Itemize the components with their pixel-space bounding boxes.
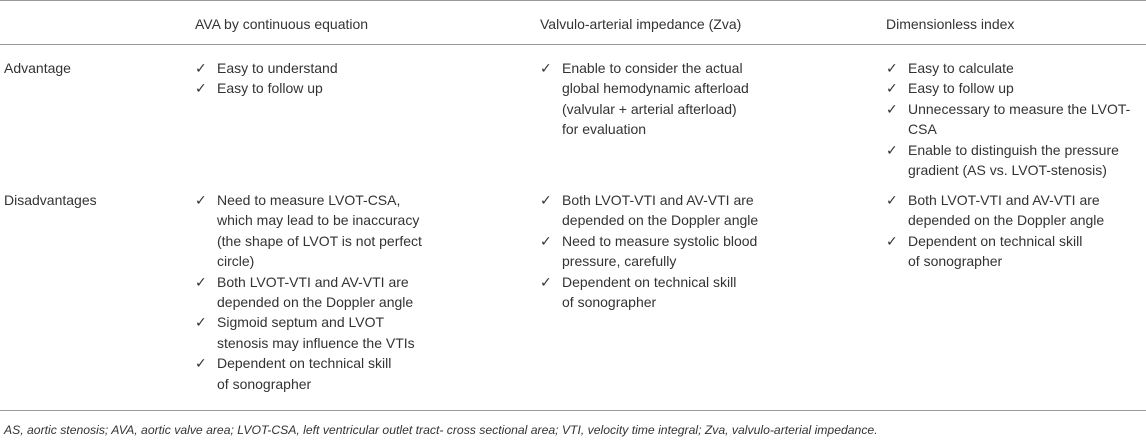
bullet-text-line: Unnecessary to measure the LVOT- bbox=[908, 100, 1131, 117]
bullet-item bbox=[886, 78, 1130, 98]
column-header-dimensionless-index: Dimensionless index bbox=[886, 16, 1015, 32]
bullet-text-line: gradient (AS vs. LVOT-stenosis) bbox=[908, 162, 1107, 179]
bullet-text-line: of sonographer bbox=[562, 294, 657, 311]
bullet-item bbox=[195, 312, 422, 353]
checkmark-icon: ✓ bbox=[886, 192, 898, 208]
bullet-text-line: for evaluation bbox=[562, 121, 647, 138]
checkmark-icon: ✓ bbox=[540, 273, 552, 290]
bullet-text-line: which may lead to be inaccuracy bbox=[217, 212, 420, 229]
bullet-text-line: CSA bbox=[908, 121, 937, 138]
checkmark-icon: ✓ bbox=[195, 192, 207, 208]
checkmark-icon: ✓ bbox=[540, 60, 552, 76]
bullet-item bbox=[540, 190, 758, 231]
checkmark-icon: ✓ bbox=[886, 100, 898, 117]
header-rule bbox=[0, 44, 1146, 45]
bullet-item bbox=[195, 78, 338, 98]
bullet-text-line: depended on the Doppler angle bbox=[562, 212, 759, 229]
checkmark-icon: ✓ bbox=[195, 273, 207, 290]
column-header-ava: AVA by continuous equation bbox=[195, 16, 369, 32]
checkmark-icon: ✓ bbox=[195, 60, 207, 76]
bullet-text-line: (the shape of LVOT is not perfect bbox=[217, 232, 422, 249]
bullet-text-line: (valvular + arterial afterload) bbox=[562, 100, 737, 117]
bullet-item bbox=[195, 58, 338, 78]
checkmark-icon: ✓ bbox=[886, 80, 898, 97]
checkmark-icon: ✓ bbox=[540, 232, 552, 249]
bullet-item bbox=[540, 272, 758, 313]
bullet-item bbox=[540, 58, 749, 140]
bullet-item bbox=[886, 190, 1104, 231]
column-header-zva: Valvulo-arterial impedance (Zva) bbox=[540, 16, 742, 32]
checkmark-icon: ✓ bbox=[540, 192, 552, 208]
bullet-text-line: Easy to understand bbox=[217, 60, 338, 76]
row-label-advantage: Advantage bbox=[4, 60, 71, 76]
bullet-text-line: pressure, carefully bbox=[562, 253, 677, 270]
bullet-text-line: Dependent on technical skill bbox=[908, 232, 1083, 249]
bullet-text-line: Both LVOT-VTI and AV-VTI are bbox=[908, 192, 1100, 208]
bullet-text-line: of sonographer bbox=[908, 253, 1003, 270]
bullet-text-line: Easy to follow up bbox=[217, 80, 323, 97]
checkmark-icon: ✓ bbox=[886, 141, 898, 158]
checkmark-icon: ✓ bbox=[195, 314, 207, 331]
checkmark-icon: ✓ bbox=[195, 80, 207, 97]
bullet-text-line: global hemodynamic afterload bbox=[562, 80, 749, 97]
bullet-text-line: circle) bbox=[217, 253, 255, 270]
cell-advantage-zva bbox=[540, 58, 749, 140]
checkmark-icon: ✓ bbox=[886, 232, 898, 249]
bullet-item bbox=[886, 231, 1104, 272]
bullet-text-line: Both LVOT-VTI and AV-VTI are bbox=[217, 273, 409, 290]
bullet-text-line: Both LVOT-VTI and AV-VTI are bbox=[562, 192, 754, 208]
bullet-text-line: depended on the Doppler angle bbox=[908, 212, 1105, 229]
bullet-item bbox=[195, 353, 422, 394]
bullet-text-line: Sigmoid septum and LVOT bbox=[217, 314, 385, 331]
table-top-rule bbox=[0, 0, 1146, 1]
checkmark-icon: ✓ bbox=[886, 60, 898, 76]
table-bottom-rule bbox=[0, 410, 1146, 411]
table-footnote: AS, aortic stenosis; AVA, aortic valve area; LVOT-CSA, left ventricular outlet tract- cross sectional area; VTI, velocity time integral; Zva, valvulo-arterial impedance. bbox=[4, 423, 878, 437]
bullet-item bbox=[886, 140, 1130, 181]
bullet-text-line: Easy to follow up bbox=[908, 80, 1014, 97]
row-label-disadvantages: Disadvantages bbox=[4, 192, 97, 208]
bullet-text-line: Need to measure systolic blood bbox=[562, 232, 758, 249]
bullet-item bbox=[886, 99, 1130, 140]
bullet-text-line: Need to measure LVOT-CSA, bbox=[217, 192, 401, 208]
bullet-item bbox=[886, 58, 1130, 78]
bullet-item bbox=[195, 190, 422, 272]
cell-disadvantages-dimensionless bbox=[886, 190, 1104, 272]
cell-advantage-ava bbox=[195, 58, 338, 99]
bullet-item bbox=[540, 231, 758, 272]
bullet-text-line: Enable to distinguish the pressure bbox=[908, 141, 1119, 158]
bullet-text-line: Dependent on technical skill bbox=[562, 273, 737, 290]
cell-disadvantages-ava bbox=[195, 190, 422, 394]
cell-advantage-dimensionless bbox=[886, 58, 1130, 180]
bullet-text-line: Dependent on technical skill bbox=[217, 355, 392, 372]
checkmark-icon: ✓ bbox=[195, 355, 207, 372]
bullet-text-line: Enable to consider the actual bbox=[562, 60, 743, 76]
bullet-text-line: stenosis may influence the VTIs bbox=[217, 334, 415, 351]
cell-disadvantages-zva bbox=[540, 190, 758, 312]
bullet-text-line: depended on the Doppler angle bbox=[217, 294, 414, 311]
bullet-text-line: of sonographer bbox=[217, 375, 312, 392]
bullet-text-line: Easy to calculate bbox=[908, 60, 1014, 76]
bullet-item bbox=[195, 272, 422, 313]
